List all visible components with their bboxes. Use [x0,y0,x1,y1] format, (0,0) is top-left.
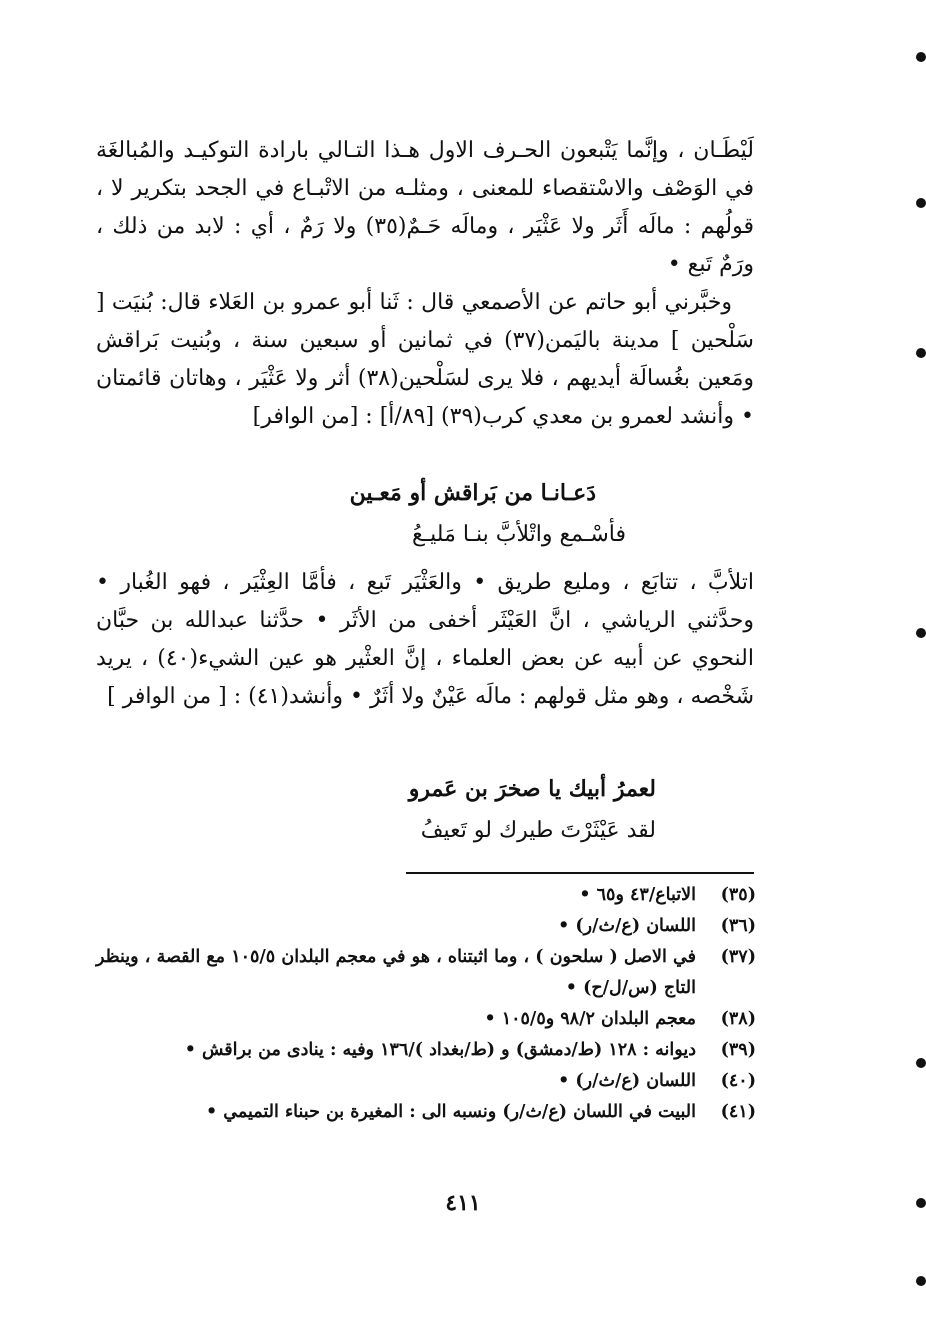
verse-2-line-1: لعمرُ أبيك يا صخرَ بن عَمرو [408,776,656,802]
binding-mark [916,198,926,208]
page-number: ٤١١ [445,1190,481,1216]
footnote [96,880,756,911]
footnote-text: الاتباع/٤٣ و٦٥ • [579,885,696,905]
footnote-text: معجم البلدان ٩٨/٢ و١٠٥/٥ • [484,1009,696,1029]
footnote-text: في الاصل ( سلحون ) ، وما اثبتناه ، هو في معجم البلدان ١٠٥/٥ مع القصة ، وينظر التاج (س/ل/ح) • [96,947,696,998]
verse-1-line-2: فأسْـمع واتْلأبَّ بنـا مَليـعُ [412,522,626,547]
footnote-number: (٤١) [720,1102,756,1122]
binding-mark [916,1198,926,1208]
binding-mark [916,1058,926,1068]
body-block-1 [96,132,754,436]
binding-mark [916,1276,926,1286]
binding-mark [916,52,926,62]
footnote [96,911,756,942]
footnote-number: (٤٠) [720,1071,756,1091]
body-paragraph-3: اتلأبَّ ، تتابَع ، ومليع طريق • والعَثْيَر تَبع ، فأمَّا العِثْيَر ، فهو الغُبار • وحدَّثني الرياشي ، انَّ العَيْثَر أخفى من الأثَر • حدَّثنا عبدالله بن حبَّان النحوي عن أبيه عن بعض العلماء ، إنَّ العثْير هو عين الشيء(٤٠) ، يريد شَخْصه ، وهو مثل قولهم : مالَه عَيْنٌ ولا أثَرٌ • وأنشد(٤١) : [ من الوافر ] [96,570,754,709]
footnote-text: البيت في اللسان (ع/ث/ر) ونسبه الى : المغيرة بن حبناء التميمي • [206,1102,696,1122]
footnote-text: اللسان (ع/ث/ر) • [558,1071,696,1091]
verse-2-line-2: لقد عَيْثَرْتَ طيرك لو تَعيفُ [420,818,656,843]
binding-mark [916,628,926,638]
body-block-2 [96,564,754,716]
footnote-number: (٣٩) [720,1040,756,1060]
footnote [96,1035,756,1066]
body-paragraph-2: وخبَّرني أبو حاتم عن الأصمعي قال : ثَنا أبو عمرو بن العَلاء قال: بُنيَت [ سَلْحين ] مدينة باليَمن(٣٧) في ثمانين أو سبعين سنة ، وبُنيت بَراقش ومَعين بغُسالَة أيديهم ، فلا يرى لسَلْحين(٣٨) أثر ولا عَثْيَر ، وهاتان قائمتان • وأنشد لعمرو بن معدي كرب(٣٩) [٨٩/أ] : [من الوافر] [96,290,754,429]
verse-1-line-1: دَعـانـا من بَراقش أو مَعـين [349,480,596,506]
footnote-separator [406,872,754,874]
footnote-text: ديوانه : ١٢٨ (ط/دمشق) و (ط/بغداد )/١٣٦ وفيه : ينادى من براقش • [184,1040,696,1060]
footnote-number: (٣٧) [720,947,756,967]
footnote-number: (٣٥) [720,885,756,905]
footnote-text: اللسان (ع/ث/ر) • [558,916,696,936]
footnotes [96,880,756,1128]
binding-mark [916,348,926,358]
footnote-number: (٣٨) [720,1009,756,1029]
footnote [96,1097,756,1128]
footnote-number: (٣٦) [720,916,756,936]
footnote [96,1004,756,1035]
body-paragraph-1: لَيْطَـان ، وإنَّما يَتْبعون الحـرف الاول هـذا التـالي بارادة التوكيـد والمُبالغَة في الوَصْف والاسْتقصاء للمعنى ، ومثلـه من الاتْبـاع في الجحد بتكرير لا ، قولُهم : مالَه أَثَر ولا عَثْيَر ، ومالَه حَـمٌ(٣٥) ولا رَمٌ ، أي : لابد من ذلك ، ورَمٌ تَبع • [96,138,754,277]
footnote [96,942,756,1004]
footnote [96,1066,756,1097]
